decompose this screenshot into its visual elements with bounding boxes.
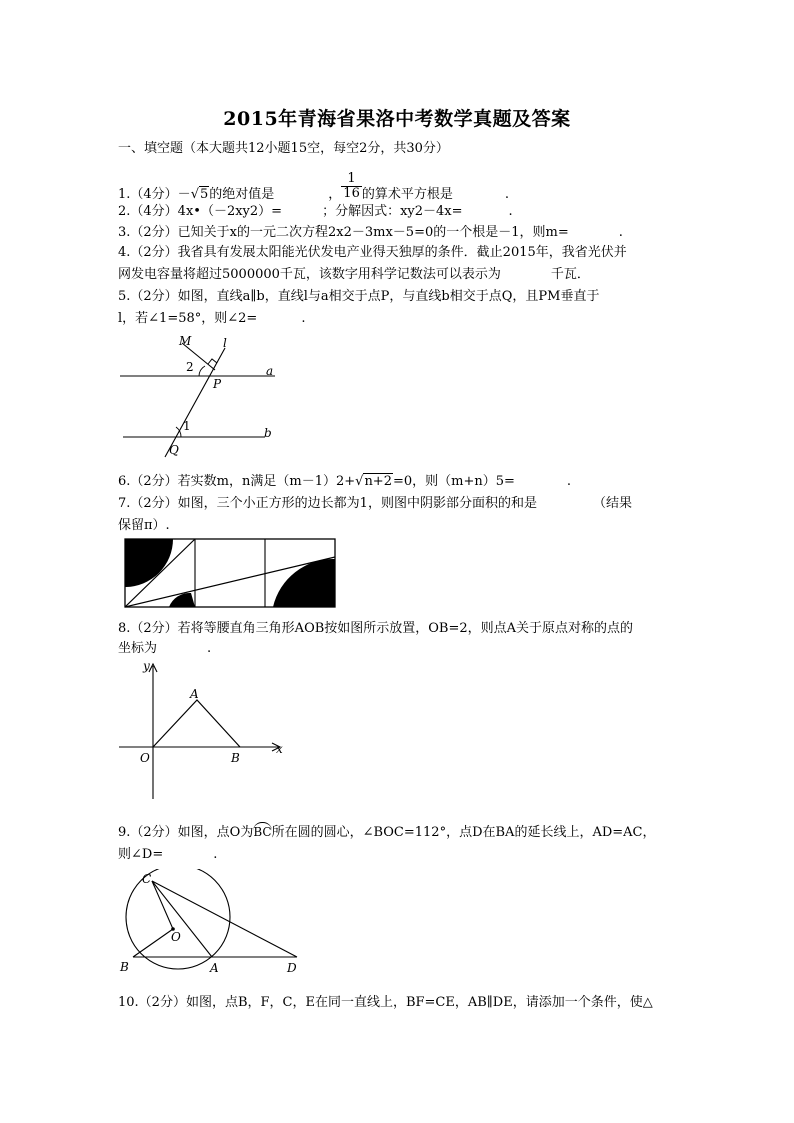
figure-circle-BOC: [115, 869, 310, 979]
question-6: 6.（2分）若实数m，n满足（m－1）2+√n+2=0，则（m+n）5= .: [118, 474, 572, 489]
label-a: a: [266, 364, 274, 378]
label-A: A: [210, 961, 219, 975]
shaded-region-top-left: [125, 539, 173, 587]
question-4-line-1: 4.（2分）我省具有发展太阳能光伏发电产业得天独厚的条件．截止2015年，我省光伏并: [118, 245, 627, 260]
right-angle-mark: [208, 359, 217, 364]
label-l: l: [223, 336, 227, 350]
question-8-line-2: 坐标为 .: [118, 641, 212, 656]
arc-BC: BC: [253, 822, 271, 840]
angle-2-arc: [199, 366, 205, 376]
label-A: A: [190, 687, 199, 701]
question-4-line-2: 网发电容量将超过5000000千瓦，该数字用科学记数法可以表示为 千瓦．: [118, 267, 590, 282]
figure-coordinate-triangle: [113, 656, 293, 804]
label-M: M: [179, 334, 192, 348]
fraction-1-16: $\frac{1}{16}$: [343, 171, 360, 201]
page-title: 2015年青海省果洛中考数学真题及答案: [223, 108, 571, 130]
question-7-line-1: 7.（2分）如图，三个小正方形的边长都为1，则图中阴影部分面积的和是 （结果: [118, 496, 632, 511]
label-O: O: [140, 751, 150, 765]
question-5-line-2: l，若∠1=58°，则∠2= .: [118, 311, 306, 326]
question-3: 3.（2分）已知关于x的一元二次方程2x2－3mx－5=0的一个根是－1，则m= .: [118, 225, 623, 240]
shaded-region-right: [273, 559, 335, 607]
segment-CD: [152, 881, 297, 957]
question-8-line-1: 8.（2分）若将等腰直角三角形AOB按如图所示放置，OB=2，则点A关于原点对称的点的: [118, 621, 634, 636]
label-B: B: [231, 751, 240, 765]
label-angle-1: 1: [183, 419, 191, 433]
question-2: 2.（4分）4x•（－2xy2）= ；分解因式：xy2－4x= .: [118, 204, 513, 219]
segment-CA: [152, 881, 212, 957]
sqrt-5: √5: [190, 187, 209, 202]
label-C: C: [142, 872, 152, 886]
label-y: y: [143, 659, 150, 673]
label-angle-2: 2: [186, 360, 194, 374]
question-1: 1.（4分）－√5的绝对值是 ， $\frac{1}{16}$ 的算术平方根是 .: [118, 171, 509, 202]
segment-BO: [133, 929, 173, 957]
label-B: B: [120, 960, 129, 974]
label-b: b: [264, 426, 272, 440]
label-Q: Q: [169, 443, 179, 457]
question-9-line-1: 9.（2分）如图，点O为BC所在圆的圆心，∠BOC=112°，点D在BA的延长线上，AD=AC，: [118, 822, 655, 841]
section-heading: 一、填空题（本大题共12小题15空，每空2分，共30分）: [118, 141, 449, 156]
sqrt-n-plus-2: √n+2: [355, 474, 392, 489]
figure-parallel-lines: [115, 333, 285, 458]
question-9-line-2: 则∠D= .: [118, 847, 218, 862]
label-O: O: [171, 930, 181, 944]
label-P: P: [213, 377, 222, 391]
triangle-AOB: [153, 700, 240, 747]
question-7-line-2: 保留π）.: [118, 518, 170, 533]
label-D: D: [287, 961, 297, 975]
question-10-line-1: 10.（2分）如图，点B，F，C，E在同一直线上，BF=CE，AB∥DE，请添加一个条件，使△: [118, 995, 653, 1010]
segment-CO: [152, 881, 173, 929]
question-5-line-1: 5.（2分）如图，直线a∥b，直线l与a相交于点P，与直线b相交于点Q，且PM垂直于: [118, 289, 600, 304]
label-x: x: [276, 742, 283, 756]
line-l: [165, 348, 225, 457]
figure-three-squares: [123, 537, 337, 609]
